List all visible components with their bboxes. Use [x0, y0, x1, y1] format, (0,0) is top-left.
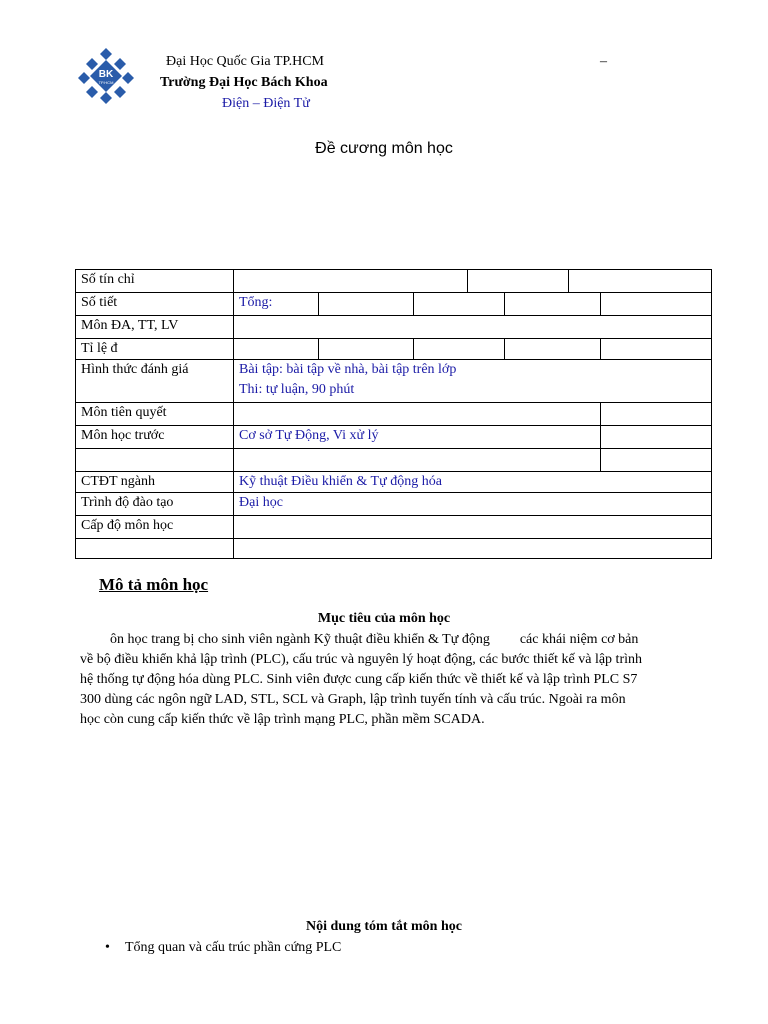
bullet-dot-icon: • — [105, 940, 110, 955]
cell — [234, 270, 468, 293]
cell — [468, 270, 569, 293]
faculty-name: Điện – Điện Tử — [222, 96, 310, 111]
cell — [505, 293, 601, 316]
value-trinh-do: Đại học — [234, 493, 712, 516]
list-item — [105, 940, 341, 956]
value-danh-gia-1: Bài tập: bài tập về nhà, bài tập trên lớp — [239, 362, 457, 377]
label-ti-le: Tỉ lệ đ — [76, 339, 234, 360]
value-ctdt: Kỹ thuật Điều khiển & Tự động hóa — [234, 472, 712, 493]
label-hoc-truoc: Môn học trước — [76, 426, 234, 449]
value-hoc-truoc: Cơ sở Tự Động, Vi xử lý — [234, 426, 601, 449]
table-row — [76, 403, 712, 426]
cell — [414, 293, 505, 316]
cell — [234, 449, 601, 472]
table-row — [76, 426, 712, 449]
para-line-1a: ôn học trang bị cho sinh viên ngành Kỹ thuật điều khiển & Tự động — [110, 632, 490, 647]
table-row — [76, 339, 712, 360]
cell — [234, 403, 601, 426]
table-row — [76, 270, 712, 293]
label-hinh-thuc: Hình thức đánh giá — [76, 360, 234, 403]
course-info-table — [75, 269, 712, 559]
cell — [601, 449, 712, 472]
label-tien-quyet: Môn tiên quyết — [76, 403, 234, 426]
cell — [601, 293, 712, 316]
summary-title: Nội dung tóm tắt môn học — [306, 919, 462, 934]
table-row — [76, 449, 712, 472]
doc-title: Đề cương môn học — [315, 140, 453, 157]
label-so-tiet: Số tiết — [76, 293, 234, 316]
value-tong: Tổng: — [234, 293, 319, 316]
cell — [319, 339, 414, 360]
university-name: Đại Học Quốc Gia TP.HCM — [166, 54, 325, 69]
para-line-3: hệ thống tự động hóa dùng PLC. Sinh viên được cung cấp kiến thức về thiết kế và lập trình PLC S7 — [80, 672, 638, 687]
label-mon-da: Môn ĐA, TT, LV — [76, 316, 234, 339]
logo-text-bk: BK — [98, 69, 114, 80]
label-cap-do: Cấp độ môn học — [76, 516, 234, 539]
table-row — [76, 539, 712, 559]
cell — [319, 293, 414, 316]
bullet-text: Tổng quan và cấu trúc phần cứng PLC — [125, 940, 342, 955]
cell — [234, 339, 319, 360]
label-ctdt: CTĐT ngành — [76, 472, 234, 493]
logo-text-city: TP.HCM — [98, 80, 114, 85]
para-line-1b: các khái niệm cơ bản — [519, 632, 639, 647]
para-line-4: 300 dùng các ngôn ngữ LAD, STL, SCL và Graph, lập trình tuyến tính và cấu trúc. Ngoài ra môn — [80, 692, 626, 707]
table-row — [76, 472, 712, 493]
cell — [234, 316, 712, 339]
objective-title: Mục tiêu của môn học — [317, 611, 451, 626]
table-row — [76, 360, 712, 403]
value-danh-gia-2: Thi: tự luận, 90 phút — [239, 382, 355, 397]
cell — [505, 339, 601, 360]
table-row — [76, 516, 712, 539]
table-row — [76, 316, 712, 339]
cell — [76, 539, 234, 559]
para-line-5: học còn cung cấp kiến thức về lập trình mạng PLC, phần mềm SCADA. — [80, 712, 485, 727]
cell — [601, 426, 712, 449]
cell — [569, 270, 712, 293]
cell — [234, 516, 712, 539]
school-name: Trường Đại Học Bách Khoa — [160, 75, 328, 90]
cell — [601, 339, 712, 360]
header-dash: – — [600, 54, 607, 69]
cell — [76, 449, 234, 472]
cell — [601, 403, 712, 426]
objective-paragraph — [80, 630, 702, 730]
value-danh-gia — [234, 360, 712, 403]
cell — [234, 539, 712, 559]
table-row — [76, 293, 712, 316]
table-row — [76, 493, 712, 516]
label-so-tin-chi: Số tín chỉ — [76, 270, 234, 293]
para-line-2: về bộ điều khiển khả lập trình (PLC), cấu trúc và nguyên lý hoạt động, các bước thiết kế và lập trình — [80, 652, 642, 667]
university-logo-icon — [78, 46, 134, 106]
cell — [414, 339, 505, 360]
section-title-description: Mô tả môn học — [99, 575, 209, 594]
label-trinh-do: Trình độ đào tạo — [76, 493, 234, 516]
